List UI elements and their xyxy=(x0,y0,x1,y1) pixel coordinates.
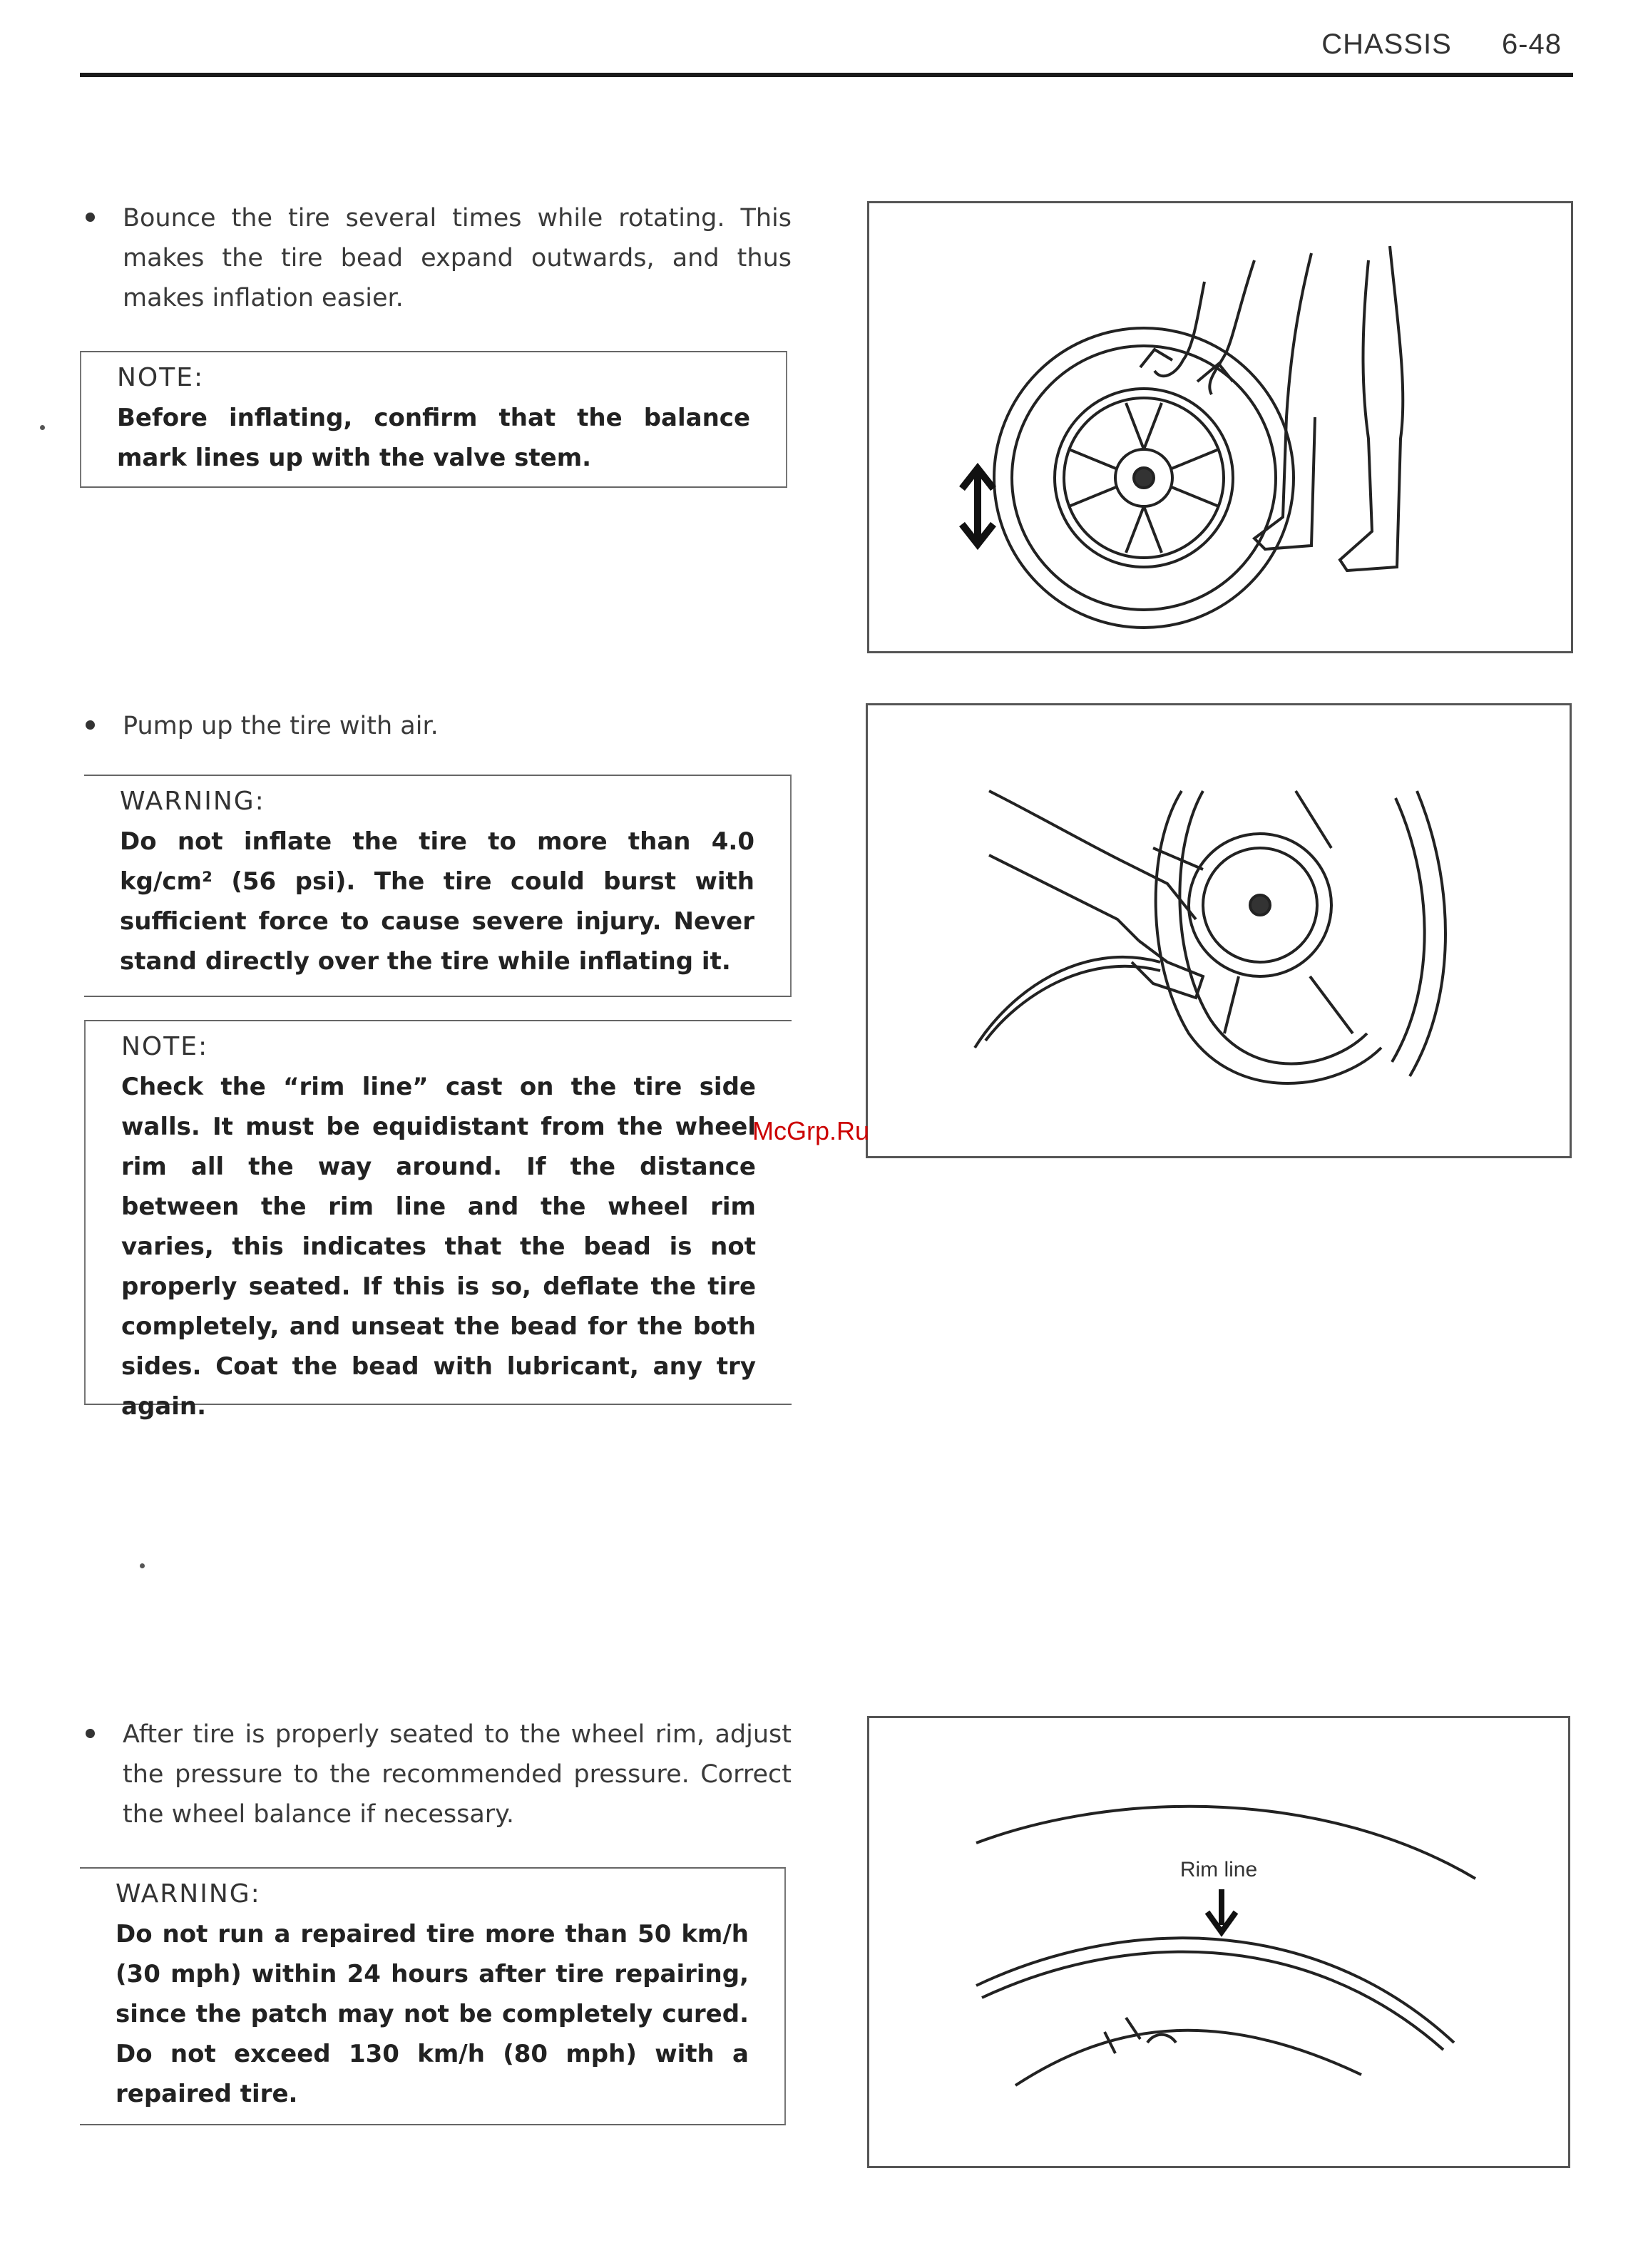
bullet-icon xyxy=(86,720,95,730)
step-pump-tire xyxy=(86,706,792,746)
note-body: Check the “rim line” cast on the tire side walls. It must be equidistant from the wheel rim all the way around. If the distance between the rim line and the wheel rim varies, this indicates that the bead is not properly seated. If this is so, deflate the tire completely, and unseat the bead for the both sides. Coat the bead with lubricant, any try again. xyxy=(121,1073,756,1421)
rim-line-arrow-icon xyxy=(1207,1889,1236,1932)
figure-pump-tire xyxy=(866,703,1572,1158)
page-number: 6-48 xyxy=(1501,29,1562,60)
rim-line-illustration xyxy=(869,1718,1568,2166)
note-rim-line xyxy=(84,1020,792,1421)
note-balance-mark xyxy=(80,351,787,488)
warning-inflation-limit xyxy=(84,775,792,997)
rim-line-label: Rim line xyxy=(1179,1858,1258,1881)
warning-title: WARNING: xyxy=(120,787,265,816)
step-bounce-tire xyxy=(86,198,792,318)
figure-rim-line xyxy=(867,1716,1570,2168)
scan-speck xyxy=(140,1563,145,1568)
note-title: NOTE: xyxy=(121,1032,209,1061)
bounce-arrow-icon xyxy=(962,469,993,544)
bullet-icon xyxy=(86,213,95,222)
warning-repaired-tire xyxy=(80,1867,786,2125)
step-text: After tire is properly seated to the wheel rim, adjust the pressure to the recommended pressure. Correct the wheel balance if necessary. xyxy=(123,1720,792,1829)
warning-body: Do not inflate the tire to more than 4.0 kg/cm² (56 psi). The tire could burst with sufficient force to cause severe injury. Never stand directly over the tire while inflating it. xyxy=(120,827,754,976)
step-text: Pump up the tire with air. xyxy=(123,712,439,740)
pump-tire-illustration xyxy=(868,705,1570,1156)
scan-speck xyxy=(40,425,45,430)
note-body: Before inflating, confirm that the balance mark lines up with the valve stem. xyxy=(117,404,750,472)
bounce-tire-illustration xyxy=(869,203,1571,651)
warning-title: WARNING: xyxy=(116,1879,261,1909)
watermark: McGrp.Ru xyxy=(752,1116,870,1145)
page-header xyxy=(1321,29,1562,61)
header-rule xyxy=(80,73,1573,77)
section-title: CHASSIS xyxy=(1321,29,1452,60)
step-adjust-pressure xyxy=(86,1715,792,1834)
bullet-icon xyxy=(86,1729,95,1738)
note-title: NOTE: xyxy=(117,363,205,392)
step-text: Bounce the tire several times while rotating. This makes the tire bead expand outwards, and thus makes inflation easier. xyxy=(123,204,792,312)
warning-body: Do not run a repaired tire more than 50 km/h (30 mph) within 24 hours after tire repairing, since the patch may not be completely cured. Do not exceed 130 km/h (80 mph) with a repaired tire. xyxy=(116,1920,749,2108)
figure-bounce-tire xyxy=(867,201,1573,653)
